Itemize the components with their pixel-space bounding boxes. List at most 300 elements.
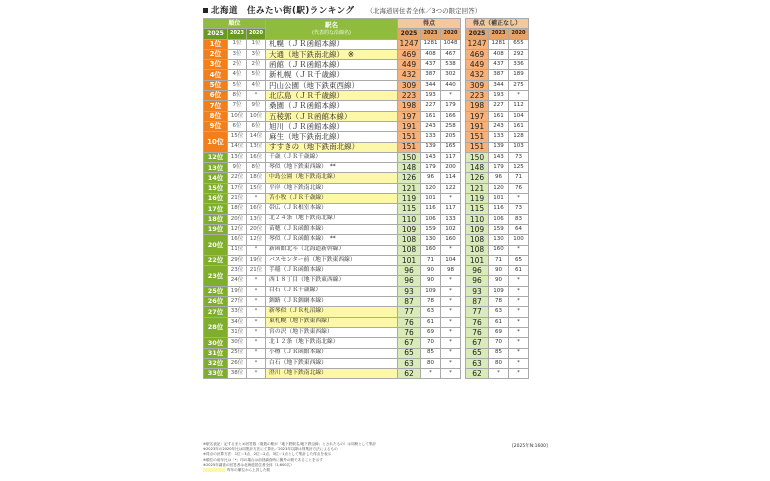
score-adj-2025-cell: 65 <box>466 348 489 358</box>
score-adj-2023-cell: 408 <box>489 49 509 59</box>
score-adj-2020-cell: * <box>509 91 529 101</box>
score-adj-2020-cell: 76 <box>509 183 529 193</box>
rank-2020-cell: 8位 <box>247 163 266 173</box>
station-name-cell: 札幌（ＪＲ函館本線） <box>266 39 398 49</box>
score-2025-cell: 469 <box>398 49 421 59</box>
station-name-cell: 釧路（ＪＲ釧網本線） <box>266 297 398 307</box>
rank-cell: 10位 <box>204 132 228 153</box>
score-adj-2020-cell: 64 <box>509 224 529 234</box>
station-header-sub: (代表的な沿線名) <box>312 29 351 36</box>
score-adj-2025-cell: 198 <box>466 101 489 111</box>
rank-year-2020: 2020 <box>247 29 266 39</box>
score-adj-2020-cell: * <box>509 369 529 379</box>
table-row <box>204 49 529 59</box>
rank-2023-cell: 7位 <box>228 101 247 111</box>
footnote: ※2023年の2020年比は同集計方法にて算出／2023年以降は別集計方法によるもの <box>203 447 338 452</box>
score-2023-cell: 85 <box>421 348 441 358</box>
rank-cell: 5位 <box>204 80 228 90</box>
station-name-cell: 円山公園（地下鉄東西線） <box>266 80 398 90</box>
score-2023-cell: 78 <box>421 297 441 307</box>
table-row <box>204 245 529 255</box>
station-name-cell: 北２４条（地下鉄南北線） <box>266 214 398 224</box>
score-adj-2023-cell: 437 <box>489 60 509 70</box>
score-adj-2023-cell: 78 <box>489 297 509 307</box>
station-name-cell: 新函館北斗（北海道新幹線） <box>266 245 398 255</box>
score-2023-cell: 161 <box>421 111 441 121</box>
score-adj-2020-cell: * <box>509 348 529 358</box>
score-2023-cell: 179 <box>421 163 441 173</box>
table-row <box>204 70 529 80</box>
score-2023-cell: 109 <box>421 286 441 296</box>
rank-2020-cell: * <box>247 327 266 337</box>
table-row <box>204 255 529 265</box>
table-row <box>204 214 529 224</box>
station-name-cell: 函館（ＪＲ函館本線） <box>266 60 398 70</box>
station-name-cell: 白石（地下鉄東西線） <box>266 358 398 368</box>
score-2020-cell: 133 <box>441 214 461 224</box>
page-subtitle: （北海道居住者全体／3つの限定回答） <box>366 6 482 15</box>
rank-2020-cell: * <box>247 358 266 368</box>
score-2020-cell: 117 <box>441 204 461 214</box>
score-2020-cell: 467 <box>441 49 461 59</box>
rank-2020-cell: 21位 <box>247 266 266 276</box>
rank-cell: 26位 <box>204 297 228 307</box>
score-2020-cell: 1048 <box>441 39 461 49</box>
score-adj-2025-cell: 67 <box>466 338 489 348</box>
ranking-table-container <box>203 18 558 379</box>
score-adj-year-2023: 2023 <box>489 29 509 39</box>
station-name-cell: 東札幌（地下鉄東西線） <box>266 317 398 327</box>
score-2025-cell: 87 <box>398 297 421 307</box>
score-adj-2025-cell: 432 <box>466 70 489 80</box>
table-row <box>204 224 529 234</box>
rank-2020-cell: * <box>247 348 266 358</box>
score-adj-2023-cell: 143 <box>489 152 509 162</box>
rank-2023-cell: 6位 <box>228 121 247 131</box>
table-row <box>204 183 529 193</box>
score-adj-2020-cell: 125 <box>509 163 529 173</box>
score-2020-cell: 165 <box>441 142 461 152</box>
score-2023-cell: 437 <box>421 60 441 70</box>
table-row <box>204 235 529 245</box>
score-adj-2023-cell: 1281 <box>489 39 509 49</box>
rank-cell: 13位 <box>204 163 228 173</box>
station-header-label: 駅名 <box>325 21 338 30</box>
score-2023-cell: 387 <box>421 70 441 80</box>
score-adj-2025-cell: 121 <box>466 183 489 193</box>
rank-cell: 31位 <box>204 348 228 358</box>
score-2025-cell: 101 <box>398 255 421 265</box>
score-2023-cell: 130 <box>421 235 441 245</box>
score-2020-cell: 258 <box>441 121 461 131</box>
score-adj-2025-cell: 93 <box>466 286 489 296</box>
rank-cell: 28位 <box>204 317 228 338</box>
score-adj-year-2025: 2025 <box>466 29 489 39</box>
score-2020-cell: 102 <box>441 224 461 234</box>
score-adj-2020-cell: 189 <box>509 70 529 80</box>
score-adj-header: 得点（補正なし） <box>466 19 529 29</box>
score-adj-2020-cell: * <box>509 194 529 204</box>
station-name-cell: 麻生（地下鉄南北線） <box>266 132 398 142</box>
table-row <box>204 286 529 296</box>
rank-cell: 8位 <box>204 111 228 121</box>
rank-2020-cell: * <box>247 194 266 204</box>
station-name-cell: 琴似（ＪＲ函館本線） ** <box>266 235 398 245</box>
rank-cell: 23位 <box>204 266 228 287</box>
score-2023-cell: 1281 <box>421 39 441 49</box>
rank-cell: 33位 <box>204 369 228 379</box>
score-adj-2023-cell: 193 <box>489 91 509 101</box>
score-2025-cell: 67 <box>398 338 421 348</box>
score-adj-2023-cell: 101 <box>489 194 509 204</box>
score-adj-2023-cell: 161 <box>489 111 509 121</box>
score-adj-2025-cell: 76 <box>466 317 489 327</box>
score-2025-cell: 432 <box>398 70 421 80</box>
table-row <box>204 358 529 368</box>
rank-2020-cell: 10位 <box>247 111 266 121</box>
score-2020-cell: 302 <box>441 70 461 80</box>
score-2025-cell: 96 <box>398 266 421 276</box>
score-adj-2025-cell: 119 <box>466 194 489 204</box>
rank-year-2025: 2025 <box>204 29 228 39</box>
rank-2023-cell: 20位 <box>228 214 247 224</box>
rank-2023-cell: 8位 <box>228 91 247 101</box>
score-adj-2023-cell: 61 <box>489 317 509 327</box>
score-2023-cell: 160 <box>421 245 441 255</box>
station-name-cell: 中島公園（地下鉄南北線） <box>266 173 398 183</box>
score-2023-cell: 90 <box>421 266 441 276</box>
station-name-cell: 新札幌（ＪＲ千歳線） <box>266 70 398 80</box>
station-name-cell: 平岸（地下鉄南北線） <box>266 183 398 193</box>
rank-cell: 32位 <box>204 358 228 368</box>
score-adj-2020-cell: * <box>509 286 529 296</box>
score-2025-cell: 126 <box>398 173 421 183</box>
rank-2020-cell: 4位 <box>247 80 266 90</box>
score-2023-cell: 227 <box>421 101 441 111</box>
score-adj-2025-cell: 96 <box>466 276 489 286</box>
score-adj-2025-cell: 1247 <box>467 39 487 49</box>
rank-2020-cell: 2位 <box>247 60 266 70</box>
station-name-cell: 宮の沢（地下鉄東西線） <box>266 327 398 337</box>
score-2025-cell: 119 <box>398 194 421 204</box>
rank-cell: 25位 <box>204 286 228 296</box>
table-row <box>204 276 529 286</box>
score-adj-2020-cell: 112 <box>509 101 529 111</box>
score-adj-2025-cell: 126 <box>466 173 489 183</box>
score-2025-cell: 309 <box>398 80 421 90</box>
rank-2020-cell: 12位 <box>247 235 266 245</box>
score-adj-2020-cell: 292 <box>509 49 529 59</box>
rank-2023-cell: 1位 <box>228 39 247 49</box>
score-adj-2025-cell: 101 <box>466 255 489 265</box>
score-2025-cell: 108 <box>398 245 421 255</box>
score-2023-cell: 116 <box>421 204 441 214</box>
score-2023-cell: 159 <box>421 224 441 234</box>
rank-2023-cell: 9位 <box>228 163 247 173</box>
station-name-cell: 千歳（ＪＲ千歳線） <box>266 152 398 162</box>
score-2020-cell: 179 <box>441 101 461 111</box>
rank-2023-cell: 25位 <box>228 348 247 358</box>
page-title: 北海道 住みたい街(駅)ランキング <box>211 6 355 16</box>
rank-2020-cell: * <box>247 307 266 317</box>
score-adj-2020-cell: * <box>509 276 529 286</box>
score-adj-2023-cell: 70 <box>489 338 509 348</box>
score-adj-2025-cell: 449 <box>466 60 489 70</box>
score-2023-cell: 133 <box>421 132 441 142</box>
rank-cell: 20位 <box>204 235 228 256</box>
score-2020-cell: * <box>441 338 461 348</box>
rank-2023-cell: 26位 <box>228 358 247 368</box>
score-2020-cell: * <box>441 369 461 379</box>
score-2023-cell: 193 <box>421 91 441 101</box>
score-2020-cell: 160 <box>441 235 461 245</box>
score-adj-2023-cell: 387 <box>489 70 509 80</box>
score-2020-cell: * <box>441 276 461 286</box>
score-adj-2023-cell: 71 <box>489 255 509 265</box>
score-adj-2025-cell: 109 <box>466 224 489 234</box>
table-row <box>204 266 529 276</box>
score-2023-cell: 80 <box>421 358 441 368</box>
score-2023-cell: 120 <box>421 183 441 193</box>
rank-2020-cell: 20位 <box>247 224 266 234</box>
score-adj-2025-cell: 63 <box>466 358 489 368</box>
table-row <box>204 338 529 348</box>
rank-2023-cell: 30位 <box>228 338 247 348</box>
station-header <box>266 19 398 40</box>
station-name-cell: 帯広（ＪＲ根室本線） <box>266 204 398 214</box>
score-adj-2025-cell: 150 <box>466 152 489 162</box>
rank-cell: 9位 <box>204 121 228 131</box>
table-row <box>204 132 529 142</box>
score-adj-2023-cell: 90 <box>489 276 509 286</box>
score-2020-cell: * <box>441 91 461 101</box>
score-2023-cell: 344 <box>421 80 441 90</box>
score-2020-cell: 104 <box>441 255 461 265</box>
score-adj-2020-cell: 336 <box>509 60 529 70</box>
table-row <box>204 173 529 183</box>
rank-2020-cell: * <box>247 245 266 255</box>
score-2025-cell: 148 <box>398 163 421 173</box>
table-row <box>204 101 529 111</box>
score-2023-cell: * <box>421 369 441 379</box>
station-name-cell: すすきの（地下鉄南北線） <box>266 142 398 152</box>
score-adj-2020-cell: 100 <box>509 235 529 245</box>
score-2025-cell: 77 <box>398 307 421 317</box>
score-2025-cell: 121 <box>398 183 421 193</box>
rank-2023-cell: 2位 <box>228 60 247 70</box>
rank-2020-cell: 1位 <box>247 39 266 49</box>
score-adj-2020-cell: 655 <box>509 39 529 49</box>
score-adj-2023-cell: 160 <box>489 245 509 255</box>
score-adj-2020-cell: 73 <box>509 204 529 214</box>
score-2020-cell: * <box>441 194 461 204</box>
score-2025-cell: 151 <box>398 142 421 152</box>
rank-cell: 14位 <box>204 173 228 183</box>
score-adj-2025-cell: 96 <box>466 266 489 276</box>
sample-size: [2025年N:1600] <box>512 444 548 449</box>
score-adj-2023-cell: 69 <box>489 327 509 337</box>
score-adj-2023-cell: 243 <box>489 121 509 131</box>
score-adj-2025-cell: 108 <box>466 245 489 255</box>
table-row <box>204 91 529 101</box>
rank-2023-cell: 3位 <box>228 49 247 59</box>
rank-cell: 3位 <box>204 60 228 70</box>
rank-cell: 2位 <box>204 49 228 59</box>
legend-note-text: 昨年の順位から上昇した駅 <box>227 468 271 473</box>
station-name-cell: 五稜郭（ＪＲ函館本線） <box>266 111 398 121</box>
rank-2020-cell: 13位 <box>247 214 266 224</box>
rank-2020-cell: 16位 <box>247 204 266 214</box>
score-2020-cell: 205 <box>441 132 461 142</box>
score-2020-cell: * <box>441 348 461 358</box>
score-2023-cell: 63 <box>421 307 441 317</box>
station-name-cell: バスセンター前（地下鉄東西線） <box>266 255 398 265</box>
score-2023-cell: 101 <box>421 194 441 204</box>
footnote: ※順位の前年比は「*」印の場合は前回調査時に圏外の駅であることを示す <box>203 457 323 462</box>
score-year-2023: 2023 <box>421 29 441 39</box>
station-name-cell: 北１２条（地下鉄南北線） <box>266 338 398 348</box>
rank-2023-cell: 10位 <box>228 111 247 121</box>
score-adj-2023-cell: 63 <box>489 307 509 317</box>
rank-2023-cell: 18位 <box>228 204 247 214</box>
score-adj-2020-cell: 71 <box>509 173 529 183</box>
score-2023-cell: 71 <box>421 255 441 265</box>
station-name-cell: 白石（ＪＲ千歳線） <box>266 286 398 296</box>
table-row <box>204 297 529 307</box>
score-adj-2025-cell: 115 <box>466 204 489 214</box>
table-row <box>204 194 529 204</box>
score-adj-2023-cell: 133 <box>489 132 509 142</box>
score-adj-2020-cell: * <box>509 307 529 317</box>
score-2023-cell: 143 <box>421 152 441 162</box>
ranking-table <box>203 18 529 379</box>
table-row <box>204 163 529 173</box>
station-name-cell: 小樽（ＪＲ函館本線） <box>266 348 398 358</box>
station-name-cell: 桑園（ＪＲ函館本線） <box>266 101 398 111</box>
rank-2020-cell: 19位 <box>247 255 266 265</box>
rank-cell: 1位 <box>204 39 228 49</box>
score-2020-cell: * <box>441 297 461 307</box>
rank-cell: 22位 <box>204 255 228 265</box>
rank-2023-cell: 16位 <box>228 235 247 245</box>
footnotes <box>203 442 559 473</box>
rank-2023-cell: 12位 <box>228 224 247 234</box>
rank-cell: 15位 <box>204 183 228 193</box>
score-adj-2020-cell: 83 <box>509 214 529 224</box>
score-2025-cell: 150 <box>398 152 421 162</box>
rank-2023-cell: 29位 <box>228 255 247 265</box>
rank-2020-cell: 6位 <box>247 121 266 131</box>
rank-2020-cell: 13位 <box>247 142 266 152</box>
score-2020-cell: * <box>441 358 461 368</box>
score-2020-cell: 166 <box>441 111 461 121</box>
score-adj-2025-cell: 76 <box>466 327 489 337</box>
score-2020-cell: 538 <box>441 60 461 70</box>
score-2020-cell: * <box>441 327 461 337</box>
score-adj-2025-cell: 87 <box>466 297 489 307</box>
highlight-swatch <box>203 468 225 472</box>
score-adj-2023-cell: 96 <box>489 173 509 183</box>
score-2025-cell: 65 <box>398 348 421 358</box>
score-2025-cell: 1247 <box>399 39 419 49</box>
score-2020-cell: * <box>441 317 461 327</box>
footnote: ※得点の計算方法：1位＝3点、2位＝2点、3位＝1点として集計した得点を表示 <box>203 452 332 457</box>
rank-2020-cell: * <box>247 369 266 379</box>
rank-cell: 27位 <box>204 307 228 317</box>
ranking-body <box>204 39 529 379</box>
rank-year-2023: 2023 <box>228 29 247 39</box>
score-2025-cell: 76 <box>398 317 421 327</box>
page-header <box>203 4 481 16</box>
rank-2020-cell: * <box>247 276 266 286</box>
rank-2023-cell: 11位 <box>228 245 247 255</box>
score-2025-cell: 76 <box>398 327 421 337</box>
score-2020-cell: 200 <box>441 163 461 173</box>
score-adj-2025-cell: 62 <box>466 369 489 379</box>
score-2020-cell: 98 <box>441 266 461 276</box>
score-adj-2020-cell: 128 <box>509 132 529 142</box>
rank-2020-cell: 5位 <box>247 70 266 80</box>
rank-cell: 17位 <box>204 204 228 214</box>
score-2023-cell: 61 <box>421 317 441 327</box>
score-2023-cell: 90 <box>421 276 441 286</box>
score-2025-cell: 63 <box>398 358 421 368</box>
score-2025-cell: 223 <box>398 91 421 101</box>
score-2023-cell: 106 <box>421 214 441 224</box>
score-adj-2023-cell: 116 <box>489 204 509 214</box>
score-adj-2020-cell: 103 <box>509 142 529 152</box>
score-adj-2025-cell: 110 <box>466 214 489 224</box>
station-name-cell: 澄川（地下鉄南北線） <box>266 369 398 379</box>
score-adj-2020-cell: * <box>509 317 529 327</box>
rank-2023-cell: 21位 <box>228 194 247 204</box>
score-adj-2023-cell: 344 <box>489 80 509 90</box>
rank-2023-cell: 22位 <box>228 173 247 183</box>
score-adj-2020-cell: 275 <box>509 80 529 90</box>
score-2025-cell: 151 <box>398 132 421 142</box>
score-adj-2025-cell: 148 <box>466 163 489 173</box>
station-name-cell: 西１８丁目（地下鉄東西線） <box>266 276 398 286</box>
score-header: 得点 <box>398 19 461 29</box>
rank-header: 順位 <box>204 19 266 29</box>
score-adj-2025-cell: 469 <box>466 49 489 59</box>
score-2025-cell: 115 <box>398 204 421 214</box>
rank-cell: 18位 <box>204 214 228 224</box>
score-adj-2025-cell: 197 <box>466 111 489 121</box>
rank-2020-cell: 15位 <box>247 183 266 193</box>
score-adj-2023-cell: 85 <box>489 348 509 358</box>
rank-2023-cell: 17位 <box>228 183 247 193</box>
score-2025-cell: 109 <box>398 224 421 234</box>
rank-2020-cell: 3位 <box>247 49 266 59</box>
score-year-2020: 2020 <box>441 29 461 39</box>
table-row <box>204 307 529 317</box>
rank-2023-cell: 14位 <box>228 142 247 152</box>
score-adj-year-2020: 2020 <box>509 29 529 39</box>
score-adj-2025-cell: 223 <box>466 91 489 101</box>
rank-cell: 6位 <box>204 91 228 101</box>
rank-2023-cell: 13位 <box>228 152 247 162</box>
score-adj-2025-cell: 151 <box>466 142 489 152</box>
rank-2020-cell: 18位 <box>247 173 266 183</box>
bullet-square-icon <box>203 8 208 13</box>
score-adj-2023-cell: 179 <box>489 163 509 173</box>
score-2020-cell: * <box>441 307 461 317</box>
score-adj-2023-cell: 227 <box>489 101 509 111</box>
score-adj-2023-cell: 109 <box>489 286 509 296</box>
score-adj-2025-cell: 77 <box>466 307 489 317</box>
score-adj-2025-cell: 108 <box>466 235 489 245</box>
